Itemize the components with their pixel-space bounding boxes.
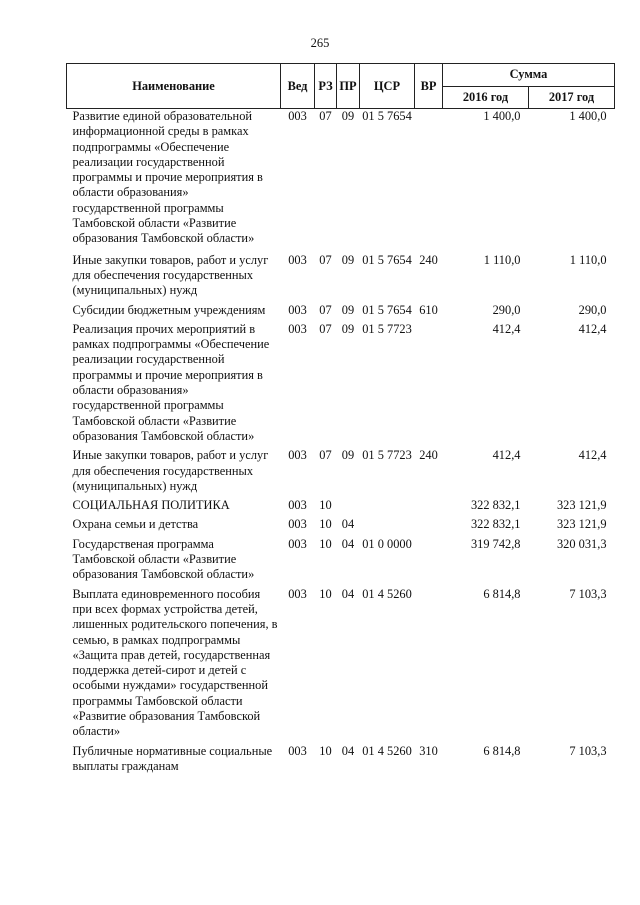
cell-vr: 610 <box>419 302 438 317</box>
cell-csr <box>360 498 415 517</box>
cell-vr: 310 <box>419 743 438 758</box>
cell-name: Выплата единовременного пособия при всех формах устройства детей, лишенных родительского попечения, в семью, в рамках подпрограммы «Защита прав детей, государственная поддержка детей-сирот и детей с особыми нуждами» государственной программы Тамбовской области «Развитие образования Тамбовской области» <box>72 586 278 739</box>
cell-ved: 003 <box>288 517 307 532</box>
header-ved: Вед <box>281 64 315 109</box>
cell-pr: 04 <box>341 586 355 601</box>
cell-pr: 09 <box>341 321 355 336</box>
cell-sum-2016: 322 832,1 <box>470 498 521 513</box>
cell-pr: 09 <box>341 448 355 463</box>
table-row <box>67 517 615 536</box>
cell-rz: 07 <box>319 321 332 336</box>
cell-vr <box>415 322 443 448</box>
table-row <box>67 253 615 303</box>
cell-pr: 04 <box>341 536 355 551</box>
cell-name: СОЦИАЛЬНАЯ ПОЛИТИКА <box>72 498 230 513</box>
cell-ved: 003 <box>288 743 307 758</box>
cell-name: Публичные нормативные социальные выплаты гражданам <box>72 743 273 773</box>
cell-ved: 003 <box>288 302 307 317</box>
cell-vr: 240 <box>419 252 438 267</box>
header-csr: ЦСР <box>360 64 415 109</box>
cell-rz: 10 <box>319 743 332 758</box>
cell-rz: 10 <box>319 586 332 601</box>
cell-sum-2016: 290,0 <box>492 302 521 317</box>
table-body <box>67 109 615 779</box>
cell-rz: 07 <box>319 302 332 317</box>
cell-rz: 10 <box>319 498 332 513</box>
cell-sum-2017: 412,4 <box>578 321 607 336</box>
cell-name: Охрана семьи и детства <box>72 517 199 532</box>
header-sum: Сумма <box>443 64 615 87</box>
cell-rz: 10 <box>319 536 332 551</box>
header-year-2016: 2016 год <box>443 86 529 109</box>
cell-sum-2016: 6 814,8 <box>483 586 521 601</box>
cell-name: Государственая программа Тамбовской области «Развитие образования Тамбовской области» <box>72 536 255 582</box>
cell-sum-2017: 320 031,3 <box>556 536 607 551</box>
cell-ved: 003 <box>288 109 307 123</box>
cell-ved: 003 <box>288 448 307 463</box>
cell-pr: 09 <box>341 252 355 267</box>
cell-sum-2017: 1 110,0 <box>569 252 607 267</box>
header-vr: ВР <box>415 64 443 109</box>
cell-name: Иные закупки товаров, работ и услуг для обеспечения государственных (муниципальных) нужд <box>72 252 269 298</box>
cell-vr <box>415 517 443 536</box>
cell-vr <box>415 537 443 587</box>
cell-sum-2016: 1 110,0 <box>483 252 521 267</box>
cell-sum-2017: 323 121,9 <box>556 517 607 532</box>
cell-csr: 01 5 7723 <box>362 448 412 463</box>
cell-vr: 240 <box>419 448 438 463</box>
cell-vr <box>415 109 443 253</box>
cell-pr: 04 <box>341 743 355 758</box>
cell-sum-2017: 1 400,0 <box>569 109 607 123</box>
table-header <box>67 64 615 109</box>
cell-pr: 04 <box>341 517 355 532</box>
cell-ved: 003 <box>288 536 307 551</box>
header-pr: ПР <box>337 64 360 109</box>
table-row <box>67 448 615 498</box>
cell-sum-2016: 412,4 <box>492 448 521 463</box>
cell-csr: 01 0 0000 <box>362 536 412 551</box>
cell-name: Развитие единой образовательной информационной среды в рамках подпрограммы «Обеспечение реализации государственной программы и прочие мероприятия в области образования» государственной программы Тамбовской области «Развитие образования Тамбовской области» <box>72 109 263 246</box>
cell-csr: 01 5 7654 <box>362 109 412 123</box>
cell-sum-2017: 412,4 <box>578 448 607 463</box>
cell-csr: 01 5 7723 <box>362 321 412 336</box>
cell-ved: 003 <box>288 498 307 513</box>
cell-rz: 07 <box>319 109 332 123</box>
cell-csr <box>360 517 415 536</box>
cell-sum-2016: 6 814,8 <box>483 743 521 758</box>
table-row <box>67 744 615 779</box>
cell-csr: 01 5 7654 <box>362 252 412 267</box>
cell-rz: 07 <box>319 252 332 267</box>
cell-ved: 003 <box>288 586 307 601</box>
cell-rz: 07 <box>319 448 332 463</box>
cell-csr: 01 5 7654 <box>362 302 412 317</box>
cell-sum-2016: 322 832,1 <box>470 517 521 532</box>
table-row <box>67 498 615 517</box>
cell-name: Субсидии бюджетным учреждениям <box>72 302 266 317</box>
cell-vr <box>415 498 443 517</box>
header-rz: РЗ <box>315 64 337 109</box>
cell-sum-2016: 412,4 <box>492 321 521 336</box>
budget-table <box>66 63 615 778</box>
cell-pr: 09 <box>341 109 355 123</box>
cell-rz: 10 <box>319 517 332 532</box>
cell-sum-2016: 1 400,0 <box>483 109 521 123</box>
budget-table-container <box>66 63 614 778</box>
cell-sum-2017: 7 103,3 <box>569 586 607 601</box>
cell-ved: 003 <box>288 252 307 267</box>
cell-sum-2017: 290,0 <box>578 302 607 317</box>
cell-sum-2017: 7 103,3 <box>569 743 607 758</box>
cell-ved: 003 <box>288 321 307 336</box>
header-year-2017: 2017 год <box>529 86 615 109</box>
cell-name: Реализация прочих мероприятий в рамках подпрограммы «Обеспечение реализации государственной программы и прочие мероприятия в области образования» государственной программы Тамбовской области «Развитие образования Тамбовской области» <box>72 321 270 443</box>
page-number: 265 <box>310 36 330 50</box>
cell-sum-2016: 319 742,8 <box>470 536 521 551</box>
cell-csr: 01 4 5260 <box>362 743 412 758</box>
table-row <box>67 303 615 322</box>
cell-pr <box>337 498 360 517</box>
cell-name: Иные закупки товаров, работ и услуг для обеспечения государственных (муниципальных) нужд <box>72 448 269 493</box>
table-row <box>67 587 615 744</box>
table-row <box>67 537 615 587</box>
cell-csr: 01 4 5260 <box>362 586 412 601</box>
cell-sum-2017: 323 121,9 <box>556 498 607 513</box>
header-name: Наименование <box>67 64 281 109</box>
table-row <box>67 322 615 448</box>
table-row <box>67 109 615 253</box>
cell-vr <box>415 587 443 744</box>
cell-pr: 09 <box>341 302 355 317</box>
